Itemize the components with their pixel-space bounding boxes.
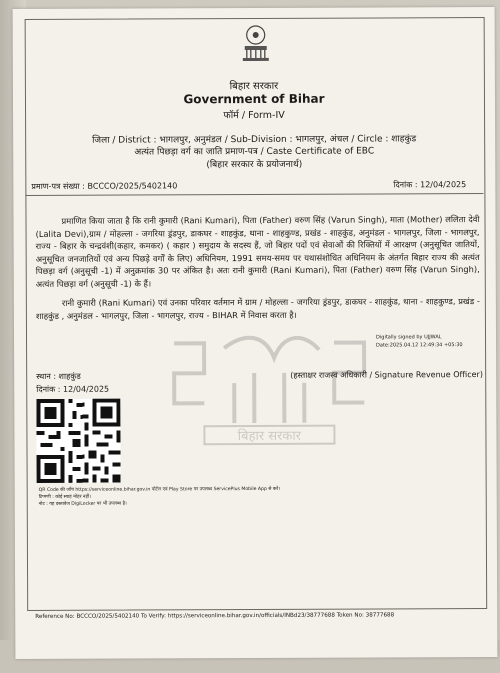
certification-paragraph: प्रमाणित किया जाता है कि रानी कुमारी (Rani Kumari), पिता (Father) वरुण सिंह (Varun Singh), माता (Mother) ललिता देवी (Lalita Devi),ग्राम / मोहल्ला - जगरिया ड्रंडपुर, डाकघर - शाहकुंड, थाना - शाहकुण्ड, प्रखंड - शाहकुंड, अनुमंडल - भागलपुर, जिला - भागलपुर, राज्य - बिहार के चन्द्रवंशी(कहार, कमकर) ( कहार ) समुदाय के सदस्य हैं, जो बिहार पदों एवं सेवाओं की रिक्तियों में आरक्षण (अनुसूचित जातियों, अनुसूचित जनजातियों एवं अन्य पिछड़े वर्गों के लिए) अधिनियम, 1991 समय-समय पर यथासंशोधित अधिनियम के अंतर्गत बिहार राज्य की अत्यंत पिछड़ा वर्ग (अनुसूची -1) में अनुक्रमांक 30 पर अंकित है। अतः रानी कुमारी (Rani Kumari), पिता (Father) वरुण सिंह (Varun Singh), अत्यंत पिछड़ा वर्ग (अनुसूची -1) के हैं। bbox=[35, 214, 480, 289]
district-line: जिला / District : भागलपुर, अनुमंडल / Sub-Division : भागलपुर, अंचल / Circle : शाहकुंड bbox=[92, 134, 417, 146]
digital-signature-info bbox=[376, 333, 463, 349]
qr-note-line-1: QR Code की जाँच https://serviceonline.bihar.gov.in पोर्टल एवं Play Store पर उपलब्ध ServicePlus Mobile App से करें। bbox=[38, 486, 281, 493]
place: स्थान : शाहकुंड bbox=[36, 371, 81, 381]
bihar-emblem-icon bbox=[237, 22, 275, 64]
certificate-number: प्रमाण-पत्र संख्या : BCCCO/2025/5402140 bbox=[31, 181, 178, 191]
residence-paragraph: रानी कुमारी (Rani Kumari) एवं उनका परिवार वर्तमान में ग्राम / मोहल्ला - जगरिया ड्रंडपुर, डाकघर - शाहकुंड, थाना - शाहकुण्ड, प्रखंड - शाहकुंड , अनुमंडल - भागलपुर, जिला - भागलपुर, राज्य - BIHAR में निवास करता है। bbox=[35, 296, 480, 321]
certificate-title: अत्यंत पिछड़ा वर्ग का जाति प्रमाण-पत्र / Caste Certificate of EBC bbox=[134, 146, 375, 158]
officer-signature-label: (हस्ताक्षर राजस्व अधिकारी / Signature Revenue Officer) bbox=[290, 370, 483, 380]
qr-verification-note bbox=[39, 486, 280, 508]
reference-footer: Reference No: BCCCO/2025/5402140 To Verify: https://serviceonline.bihar.gov.in/officials/INBd23/38777688 Token No: 38777688 bbox=[35, 612, 395, 620]
digital-signed-by: Digitally signed by UJJWAL bbox=[376, 334, 442, 341]
issue-date: दिनांक : 12/04/2025 bbox=[36, 384, 110, 394]
qr-note-line-3: नोट : यह दस्तावेज DigiLocker पर भी उपलब्ध है। bbox=[38, 501, 127, 507]
certificate-date: दिनांक : 12/04/2025 bbox=[393, 180, 467, 190]
certificate-purpose: (बिहार सरकार के प्रयोजनार्थ) bbox=[206, 159, 303, 171]
qr-note-line-2: टिप्पणी : कोई स्याह मोहर नहीं। bbox=[38, 494, 91, 500]
certificate-sheet bbox=[13, 7, 498, 659]
form-number: फॉर्म / Form-IV bbox=[223, 109, 285, 122]
qr-code-icon[interactable] bbox=[36, 399, 120, 483]
header-hindi-govt: बिहार सरकार bbox=[229, 80, 279, 93]
header-govt: Government of Bihar bbox=[183, 91, 325, 107]
government-seal-watermark bbox=[164, 327, 375, 450]
digital-sign-date: Date:2025.04.12 12:49:34 +05:30 bbox=[376, 342, 463, 349]
svg-text:बिहार सरकार: बिहार सरकार bbox=[237, 428, 302, 445]
